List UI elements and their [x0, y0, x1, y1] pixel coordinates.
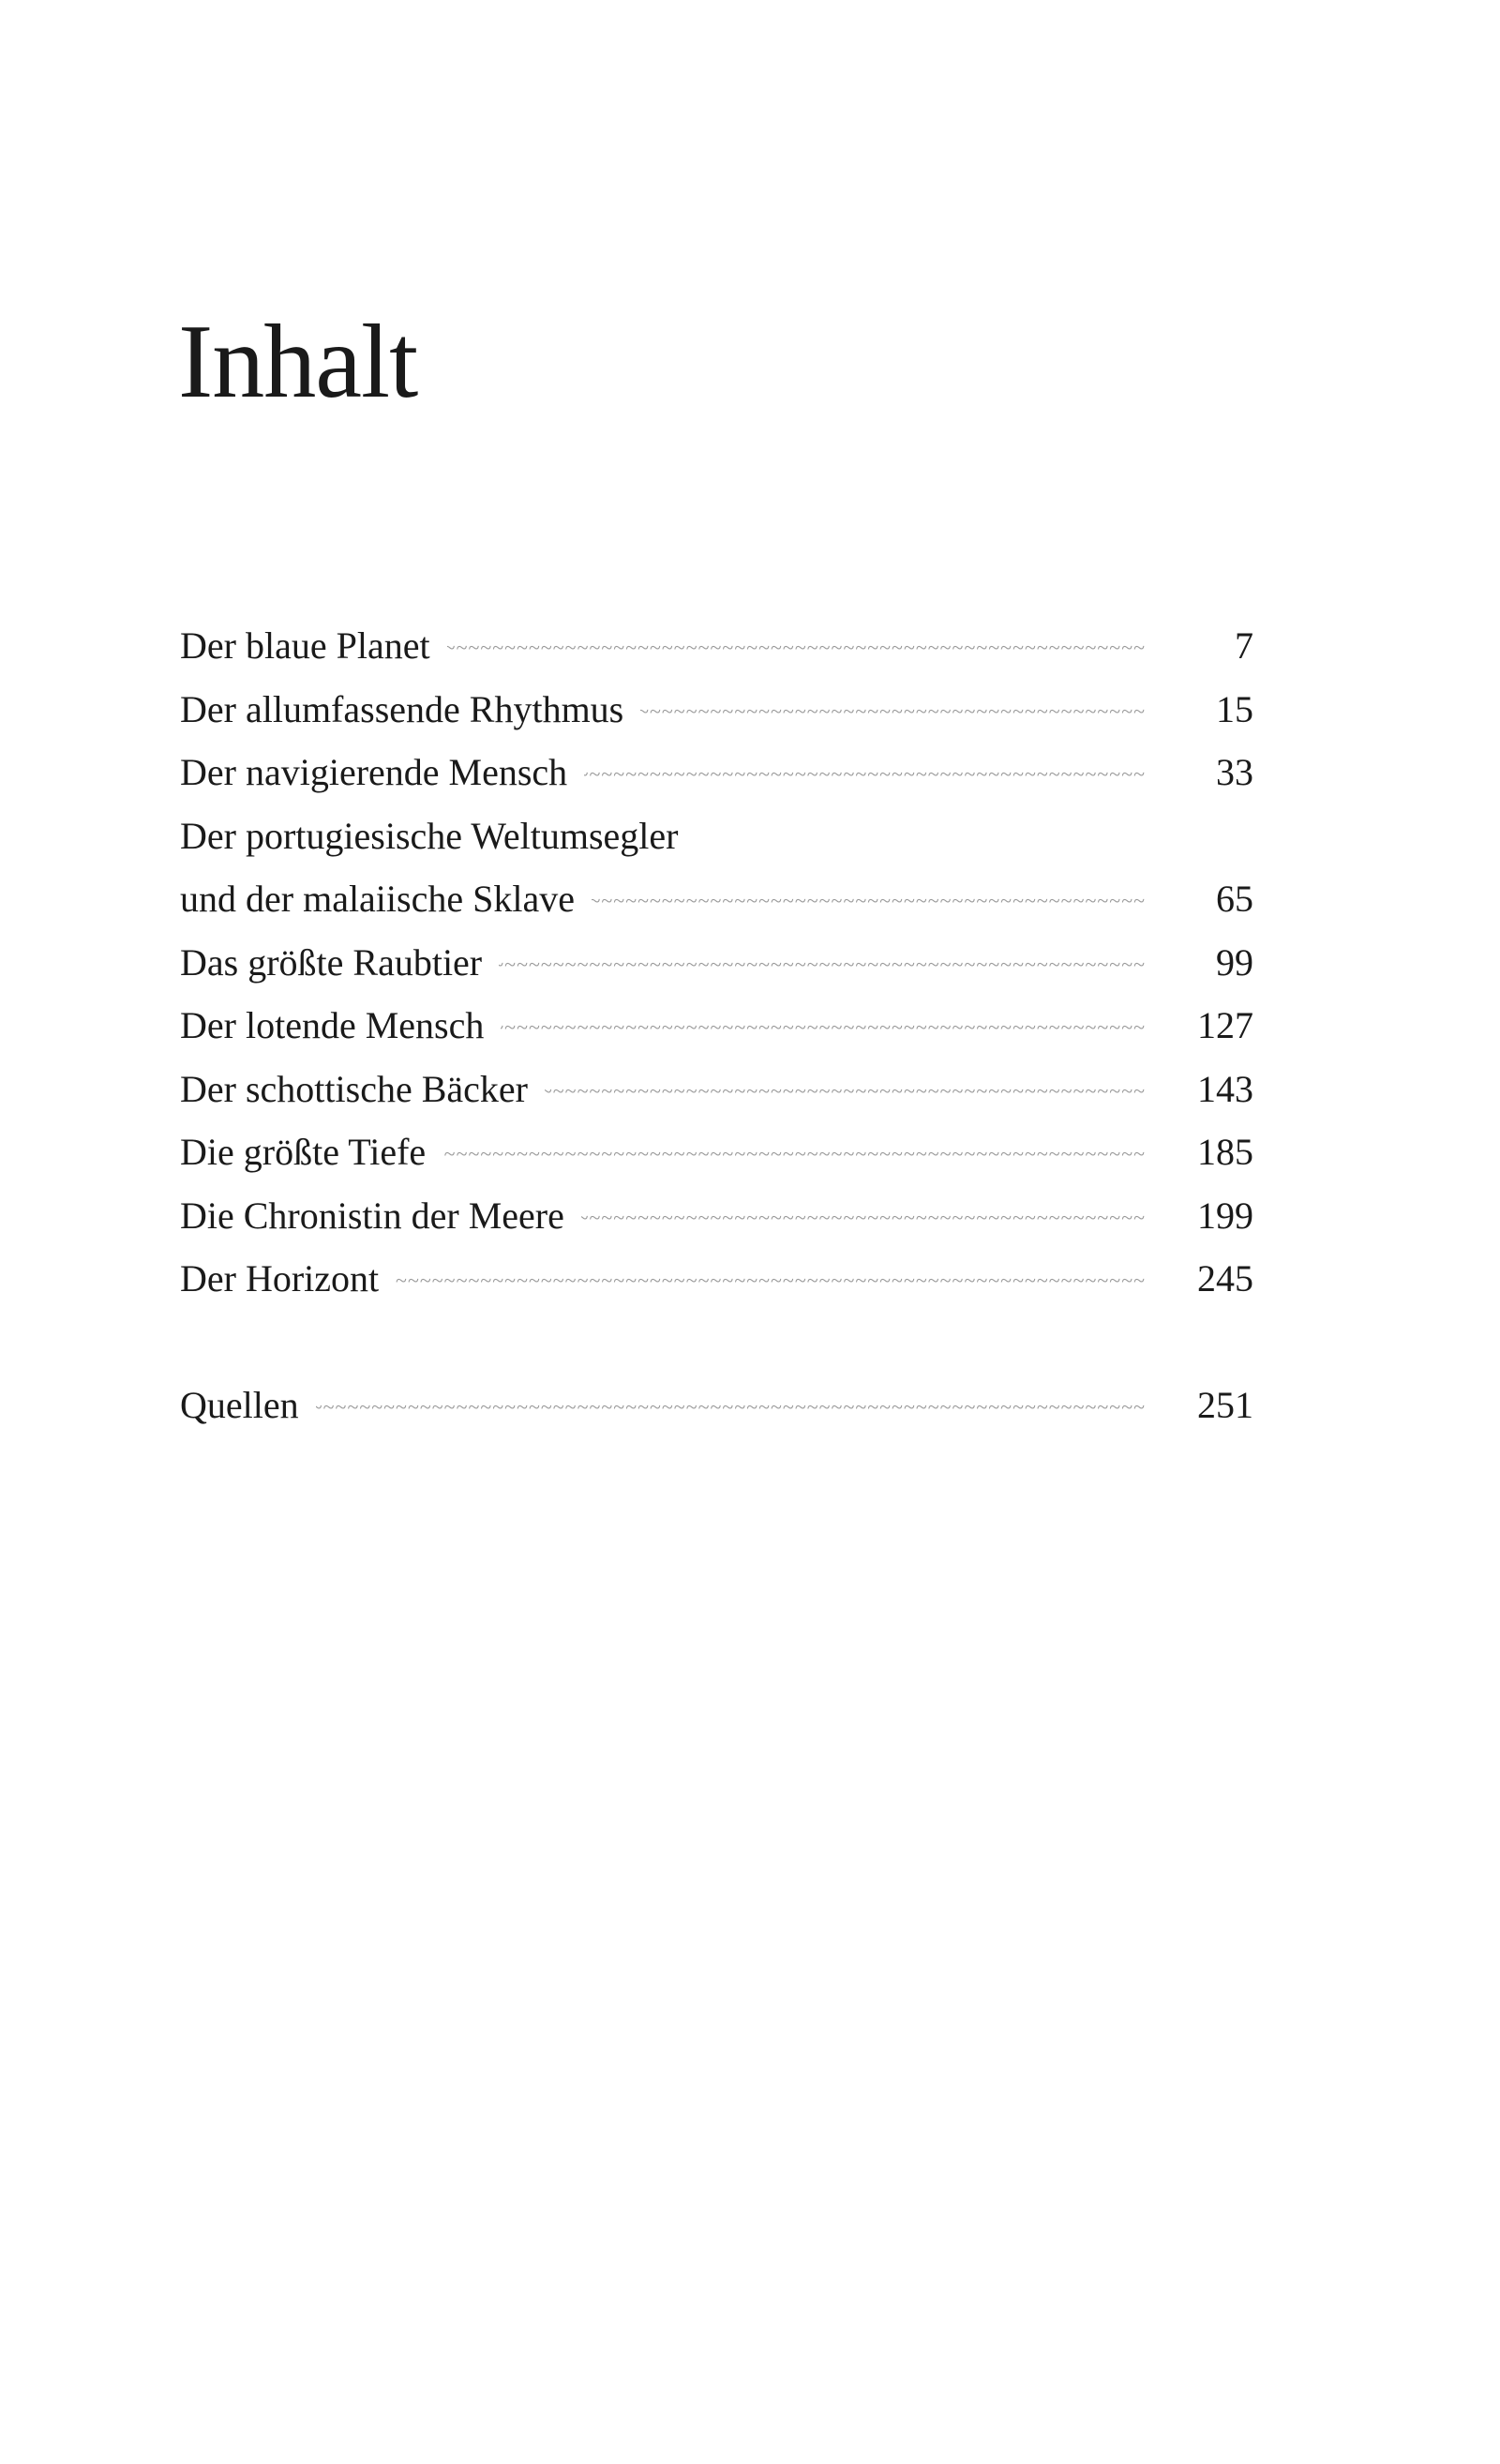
toc-entry[interactable]	[180, 1058, 1253, 1121]
entry-title: Der allumfassende Rhythmus	[180, 687, 624, 730]
toc-entry[interactable]	[180, 1247, 1253, 1311]
entry-page: 99	[1216, 940, 1253, 984]
toc-entry[interactable]	[180, 678, 1253, 742]
entry-page: 7	[1235, 624, 1253, 667]
tilde-leader	[442, 1122, 1146, 1186]
entry-title: Der portugiesische Weltumsegler	[180, 814, 679, 857]
entry-title: Quellen	[180, 1384, 299, 1426]
entry-title: Der blaue Planet	[180, 624, 430, 667]
toc-entry[interactable]	[180, 931, 1253, 995]
table-of-contents	[180, 614, 1253, 1437]
toc-entry[interactable]	[180, 994, 1253, 1058]
entry-title: Der navigierende Mensch	[180, 751, 568, 793]
entry-page: 15	[1216, 687, 1253, 730]
tilde-leader	[640, 680, 1146, 744]
tilde-leader	[545, 1059, 1146, 1123]
page-title: Inhalt	[178, 304, 418, 420]
entry-title: Das größte Raubtier	[180, 940, 483, 984]
entry-page: 33	[1216, 751, 1253, 793]
tilde-leader	[592, 869, 1146, 933]
entry-page: 199	[1197, 1194, 1253, 1237]
entry-page: 185	[1197, 1131, 1253, 1173]
spacer	[180, 1311, 1253, 1375]
toc-entry[interactable]	[180, 741, 1253, 804]
tilde-leader	[499, 933, 1146, 997]
tilde-leader	[447, 616, 1146, 680]
tilde-leader	[581, 1186, 1146, 1250]
toc-entry[interactable]	[180, 614, 1253, 678]
toc-entry-sources[interactable]	[180, 1374, 1253, 1437]
toc-entry-line1[interactable]	[180, 804, 1253, 868]
tilde-leader	[316, 1375, 1146, 1439]
entry-page: 245	[1197, 1257, 1253, 1300]
entry-title: Die Chronistin der Meere	[180, 1194, 564, 1237]
toc-entry[interactable]	[180, 1184, 1253, 1248]
entry-page: 127	[1197, 1004, 1253, 1046]
tilde-leader	[501, 996, 1146, 1059]
toc-entry-line2[interactable]	[180, 867, 1253, 931]
entry-title: Der schottische Bäcker	[180, 1067, 528, 1110]
toc-entry[interactable]	[180, 1120, 1253, 1184]
entry-page: 143	[1197, 1067, 1253, 1110]
tilde-leader	[584, 743, 1146, 806]
entry-title: Die größte Tiefe	[180, 1131, 427, 1173]
entry-title: Der lotende Mensch	[180, 1004, 485, 1046]
entry-title-continued: und der malaiische Sklave	[180, 878, 575, 920]
entry-page: 251	[1197, 1384, 1253, 1426]
tilde-leader	[396, 1249, 1146, 1313]
entry-page: 65	[1216, 878, 1253, 920]
entry-title: Der Horizont	[180, 1257, 380, 1300]
